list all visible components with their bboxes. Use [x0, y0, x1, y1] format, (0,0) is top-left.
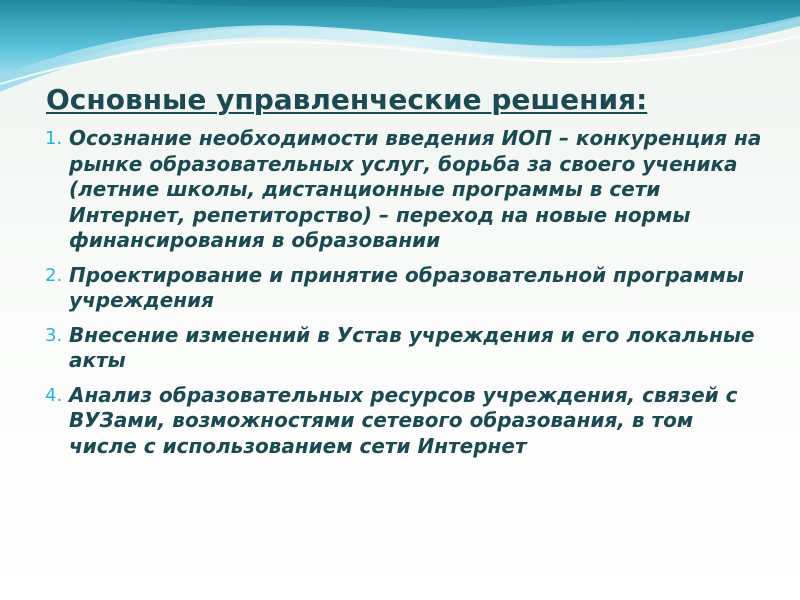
decision-list	[46, 126, 766, 459]
slide-title: Основные управленческие решения:	[46, 83, 648, 116]
list-item	[46, 323, 766, 374]
list-item	[46, 383, 766, 460]
list-item	[46, 263, 766, 314]
list-item	[46, 126, 766, 254]
item-text: Осознание необходимости введения ИОП – конкуренция на рынке образовательных услуг, борьба за своего ученика (летние школы, дистанционные программы в сети Интернет, репетиторство) – переход на новые нормы финансирования в образовании	[69, 126, 762, 252]
item-number: 2.	[45, 264, 63, 286]
item-text: Внесение изменений в Устав учреждения и его локальные акты	[69, 322, 755, 372]
slide-content	[46, 84, 766, 468]
item-text: Проектирование и принятие образовательной программы учреждения	[69, 262, 744, 312]
item-number: 4.	[45, 384, 63, 406]
item-number: 1.	[45, 128, 63, 149]
item-number: 3.	[45, 324, 63, 346]
item-text: Анализ образовательных ресурсов учреждения, связей с ВУЗами, возможностями сетевого образования, в том числе с использованием сети Интернет	[69, 382, 738, 458]
